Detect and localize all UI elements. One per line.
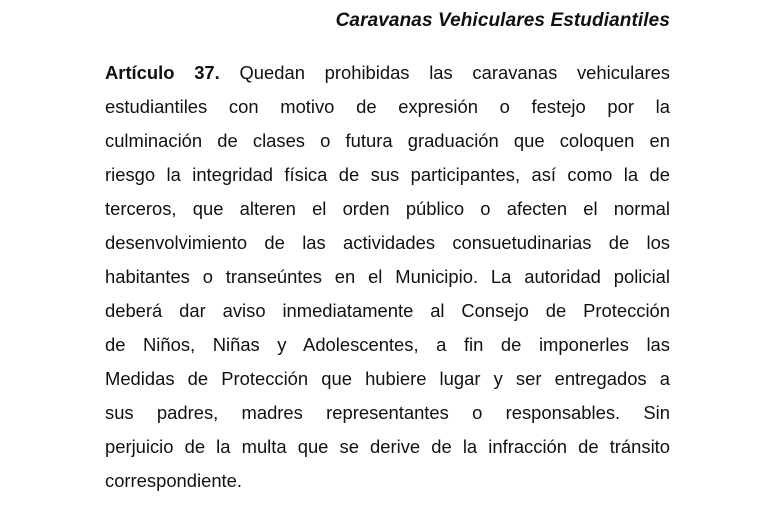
article-line-12: perjuicio de la multa que se derive de la infracción de tránsito xyxy=(105,436,670,457)
article-line-9: de Niños, Niñas y Adolescentes, a fin de imponerles las xyxy=(105,334,670,355)
section-heading: Caravanas Vehiculares Estudiantiles xyxy=(335,10,670,31)
article-line-13: correspondiente. xyxy=(105,470,242,491)
article-body xyxy=(105,56,670,498)
article-line-8: deberá dar aviso inmediatamente al Consejo de Protección xyxy=(105,300,670,321)
article-line-2: estudiantiles con motivo de expresión o festejo por la xyxy=(105,96,670,117)
article-line-3: culminación de clases o futura graduación que coloquen en xyxy=(105,130,670,151)
article-line-10: Medidas de Protección que hubiere lugar y ser entregados a xyxy=(105,368,670,389)
article-line-11: sus padres, madres representantes o responsables. Sin xyxy=(105,402,670,423)
article-line-7: habitantes o transeúntes en el Municipio. La autoridad policial xyxy=(105,266,670,287)
article-line-1-text: Quedan prohibidas las caravanas vehiculares xyxy=(219,62,671,83)
article-line-6: desenvolvimiento de las actividades consuetudinarias de los xyxy=(105,232,670,253)
article-label: Artículo 37. xyxy=(105,62,220,83)
article-line-4: riesgo la integridad física de sus participantes, así como la de xyxy=(105,164,670,185)
article-line-5: terceros, que alteren el orden público o afecten el normal xyxy=(105,198,670,219)
article-line-1 xyxy=(105,56,670,90)
